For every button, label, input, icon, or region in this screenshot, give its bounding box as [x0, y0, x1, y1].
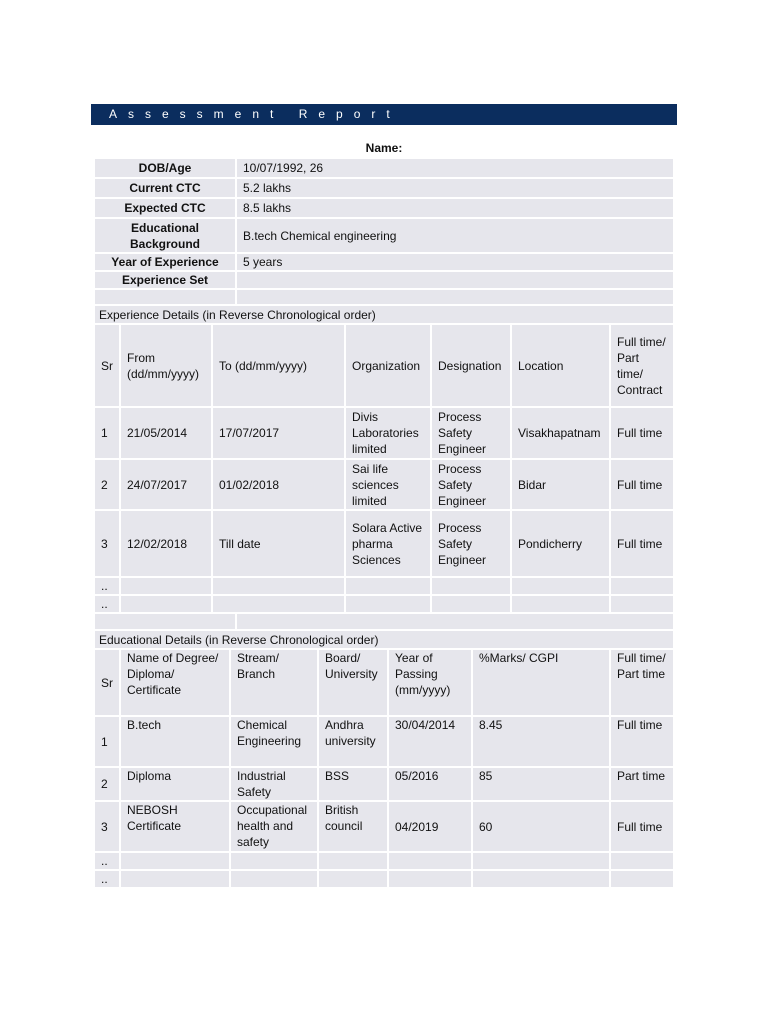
profile-label: Year of Experience	[94, 253, 236, 271]
education-header-row	[94, 649, 674, 716]
column-header: %Marks/ CGPI	[472, 649, 610, 716]
table-cell: 1	[94, 716, 120, 767]
table-cell: Solara Active pharma Sciences	[345, 510, 431, 577]
profile-label: Experience Set	[94, 271, 236, 289]
table-cell: ..	[94, 852, 120, 870]
table-cell: Sai life sciences limited	[345, 459, 431, 510]
table-cell: Full time	[610, 716, 674, 767]
table-cell: NEBOSH Certificate	[120, 801, 230, 852]
profile-value: 10/07/1992, 26	[236, 158, 674, 178]
profile-row	[94, 198, 674, 218]
table-row	[94, 870, 674, 888]
table-cell: ..	[94, 595, 120, 613]
profile-label: Current CTC	[94, 178, 236, 198]
table-cell: 01/02/2018	[212, 459, 345, 510]
profile-row	[94, 218, 674, 253]
table-cell: B.tech	[120, 716, 230, 767]
table-cell: Bidar	[511, 459, 610, 510]
table-cell: 2	[94, 459, 120, 510]
table-row	[94, 577, 674, 595]
table-cell: 60	[472, 801, 610, 852]
table-cell: 1	[94, 407, 120, 459]
table-cell: Visakhapatnam	[511, 407, 610, 459]
table-cell: Full time	[610, 510, 674, 577]
profile-value: B.tech Chemical engineering	[236, 218, 674, 253]
profile-value: 5 years	[236, 253, 674, 271]
table-cell: 8.45	[472, 716, 610, 767]
table-cell: Part time	[610, 767, 674, 801]
name-label: Name:	[365, 141, 403, 155]
experience-table	[93, 304, 675, 614]
profile-label: Educational Background	[94, 218, 236, 253]
profile-row	[94, 253, 674, 271]
table-row	[94, 767, 674, 801]
experience-section-title: Experience Details (in Reverse Chronological order)	[94, 305, 674, 324]
column-header: Organization	[345, 324, 431, 407]
table-cell: British council	[318, 801, 388, 852]
table-cell: 30/04/2014	[388, 716, 472, 767]
column-header: Board/ University	[318, 649, 388, 716]
profile-row	[94, 271, 674, 289]
table-cell: Diploma	[120, 767, 230, 801]
table-row	[94, 407, 674, 459]
profile-label: Expected CTC	[94, 198, 236, 218]
table-cell: Divis Laboratories limited	[345, 407, 431, 459]
education-section-title: Educational Details (in Reverse Chronological order)	[94, 630, 674, 649]
table-cell: Industrial Safety	[230, 767, 318, 801]
profile-value: 8.5 lakhs	[236, 198, 674, 218]
experience-header-row	[94, 324, 674, 407]
column-header: From (dd/mm/yyyy)	[120, 324, 212, 407]
column-header: To (dd/mm/yyyy)	[212, 324, 345, 407]
table-cell: 24/07/2017	[120, 459, 212, 510]
table-cell: Pondicherry	[511, 510, 610, 577]
table-cell: ..	[94, 577, 120, 595]
education-table	[93, 629, 675, 889]
table-cell: 2	[94, 767, 120, 801]
experience-section-title-row	[94, 305, 674, 324]
table-cell: Chemical Engineering	[230, 716, 318, 767]
profile-label: DOB/Age	[94, 158, 236, 178]
table-cell: Full time	[610, 801, 674, 852]
table-cell: 85	[472, 767, 610, 801]
table-row	[94, 801, 674, 852]
profile-row	[94, 158, 674, 178]
table-row	[94, 510, 674, 577]
table-cell: Full time	[610, 459, 674, 510]
table-row	[94, 852, 674, 870]
profile-value	[236, 271, 674, 289]
profile-value: 5.2 lakhs	[236, 178, 674, 198]
column-header: Year of Passing (mm/yyyy)	[388, 649, 472, 716]
table-cell: BSS	[318, 767, 388, 801]
report-title-banner	[91, 104, 677, 125]
column-header: Name of Degree/ Diploma/ Certificate	[120, 649, 230, 716]
table-row	[94, 716, 674, 767]
table-cell: 21/05/2014	[120, 407, 212, 459]
table-cell: Process Safety Engineer	[431, 510, 511, 577]
report-title: Assessment Report	[109, 107, 401, 121]
profile-table	[93, 157, 675, 306]
table-cell: 04/2019	[388, 801, 472, 852]
table-cell: Process Safety Engineer	[431, 459, 511, 510]
spacer-row	[94, 289, 674, 305]
table-cell: 17/07/2017	[212, 407, 345, 459]
column-header: Full time/ Part time/ Contract	[610, 324, 674, 407]
column-header: Stream/ Branch	[230, 649, 318, 716]
table-cell: Process Safety Engineer	[431, 407, 511, 459]
table-cell: 12/02/2018	[120, 510, 212, 577]
column-header: Designation	[431, 324, 511, 407]
column-header: Sr	[94, 324, 120, 407]
profile-row	[94, 178, 674, 198]
table-cell: Occupational health and safety	[230, 801, 318, 852]
table-cell: 05/2016	[388, 767, 472, 801]
table-cell: ..	[94, 870, 120, 888]
column-header: Location	[511, 324, 610, 407]
education-section-title-row	[94, 630, 674, 649]
table-cell: Till date	[212, 510, 345, 577]
column-header: Full time/ Part time	[610, 649, 674, 716]
table-cell: 3	[94, 510, 120, 577]
column-header: Sr	[94, 649, 120, 716]
table-row	[94, 459, 674, 510]
table-cell: Andhra university	[318, 716, 388, 767]
table-cell: 3	[94, 801, 120, 852]
table-row	[94, 595, 674, 613]
table-cell: Full time	[610, 407, 674, 459]
